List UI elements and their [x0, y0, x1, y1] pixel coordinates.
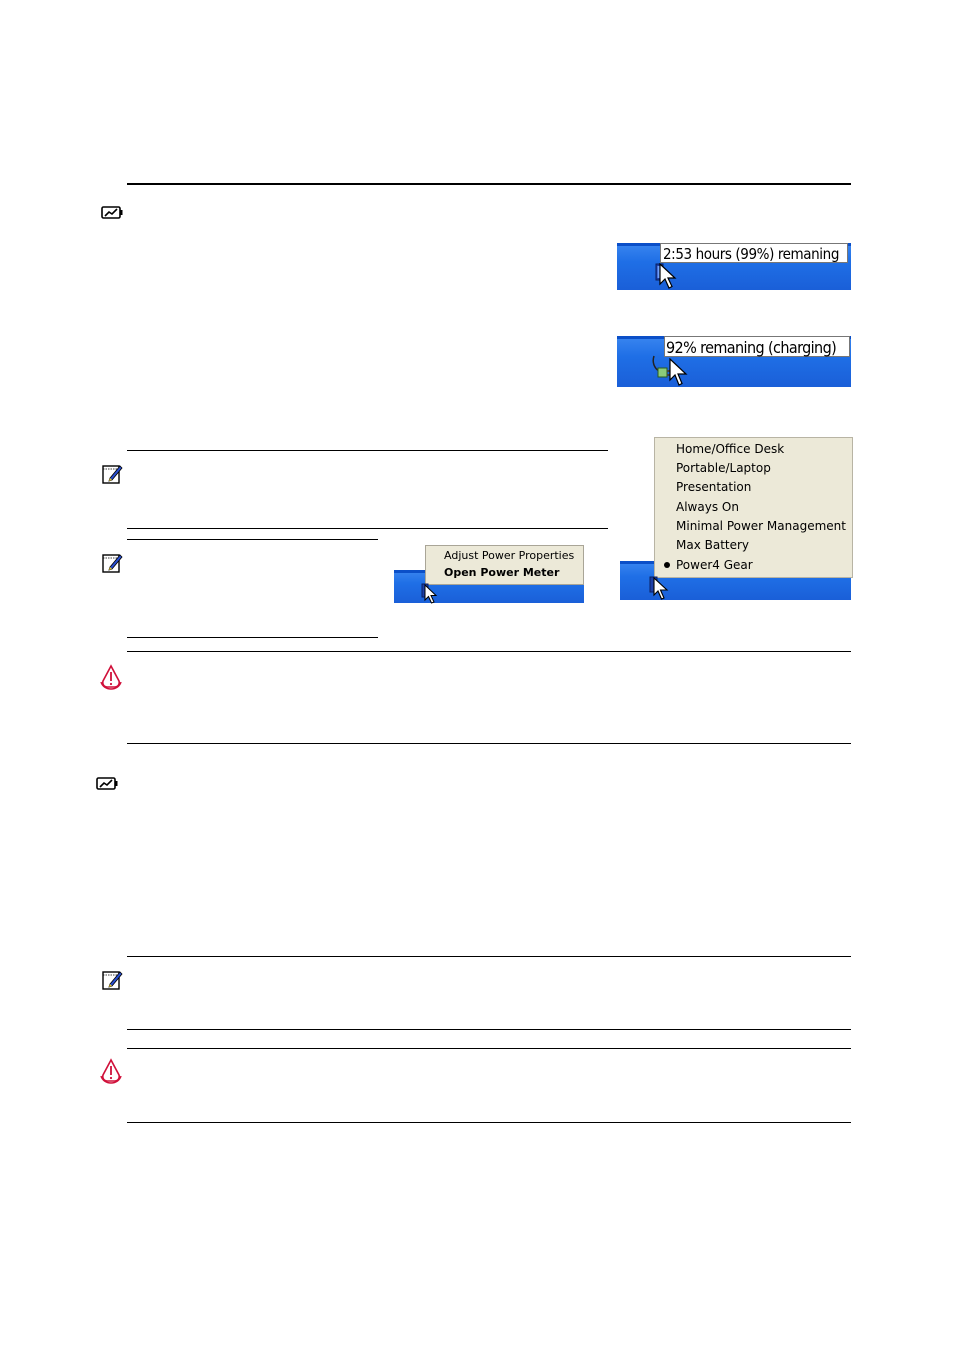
- note3-top-rule: [127, 956, 851, 957]
- menu-item-power4-gear[interactable]: Power4 Gear: [676, 558, 753, 572]
- menu-item-home-office-desk[interactable]: Home/Office Desk: [676, 442, 785, 456]
- note-icon: [101, 969, 123, 991]
- warning2-bottom-rule: [127, 1122, 851, 1123]
- battery-icon: [101, 206, 123, 219]
- taskbar-battery-screenshot: [617, 243, 851, 290]
- note2-bottom-rule: [127, 637, 378, 638]
- mouse-pointer-icon: [669, 358, 689, 386]
- power-gear-menu: [654, 437, 853, 578]
- menu-item-portable-laptop[interactable]: Portable/Laptop: [676, 461, 771, 475]
- battery-remaining-tooltip: 2:53 hours (99%) remaning: [660, 243, 848, 263]
- warning-icon: [99, 1058, 123, 1084]
- selected-bullet-icon: [664, 562, 670, 568]
- mouse-pointer-icon: [653, 577, 669, 600]
- power-context-menu: [425, 545, 584, 585]
- warning2-top-rule: [127, 1048, 851, 1049]
- battery-icon: [96, 777, 118, 790]
- warning-icon: [99, 664, 123, 690]
- note1-bottom-rule: [127, 528, 608, 529]
- menu-item-adjust-power-properties[interactable]: Adjust Power Properties: [444, 549, 575, 562]
- menu-item-presentation[interactable]: Presentation: [676, 480, 752, 494]
- mouse-pointer-icon: [659, 263, 677, 289]
- menu-item-open-power-meter[interactable]: Open Power Meter: [444, 566, 560, 579]
- note2-top-rule: [127, 539, 378, 540]
- warning1-bottom-rule: [127, 743, 851, 744]
- note1-top-rule: [127, 450, 608, 451]
- section-top-rule: [127, 183, 851, 185]
- menu-item-max-battery[interactable]: Max Battery: [676, 538, 750, 552]
- menu-item-always-on[interactable]: Always On: [676, 500, 739, 514]
- taskbar-charging-screenshot: [617, 336, 851, 387]
- menu-item-minimal-power-management[interactable]: Minimal Power Management: [676, 519, 846, 533]
- warning1-top-rule: [127, 651, 851, 652]
- mouse-pointer-icon: [424, 584, 438, 604]
- note-icon: [101, 552, 123, 574]
- note-icon: [101, 463, 123, 485]
- charging-tooltip: 92% remaning (charging): [664, 336, 850, 357]
- note3-bottom-rule: [127, 1029, 851, 1030]
